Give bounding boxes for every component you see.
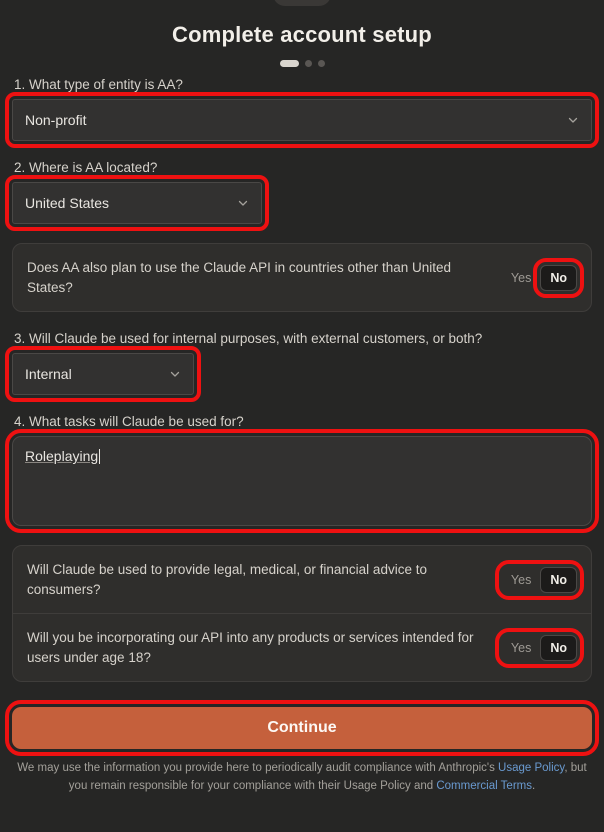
continue-button[interactable]: Continue xyxy=(12,707,592,749)
page-title: Complete account setup xyxy=(172,22,432,47)
tasks-textarea-value: Roleplaying xyxy=(25,448,99,465)
commercial-terms-link[interactable]: Commercial Terms xyxy=(436,779,532,792)
minors-yes[interactable]: Yes xyxy=(510,640,532,655)
chevron-down-icon xyxy=(237,197,249,209)
tasks-textarea[interactable] xyxy=(12,436,592,526)
footnote-part1: We may use the information you provide here to periodically audit compliance with Anthropic's xyxy=(17,762,499,775)
question-4 xyxy=(12,414,592,526)
footnote xyxy=(12,760,592,795)
advice-toggle[interactable] xyxy=(502,567,577,593)
advice-yes[interactable]: Yes xyxy=(510,572,532,587)
question-4-label: 4. What tasks will Claude be used for? xyxy=(14,414,244,430)
other-countries-panel xyxy=(12,243,592,312)
minors-panel xyxy=(13,613,591,681)
other-countries-no[interactable]: No xyxy=(540,265,577,291)
question-3-label: 3. Will Claude be used for internal purposes, with external customers, or both? xyxy=(14,331,483,347)
continue-highlight xyxy=(12,707,592,749)
usage-policy-link[interactable]: Usage Policy xyxy=(498,762,565,775)
window-notch xyxy=(273,0,331,6)
question-1-label: 1. What type of entity is AA? xyxy=(14,77,183,92)
usage-scope-select[interactable] xyxy=(12,353,194,395)
entity-type-value: Non-profit xyxy=(25,112,87,128)
question-1 xyxy=(12,77,592,141)
chevron-down-icon xyxy=(169,368,181,380)
question-2-label: 2. Where is AA located? xyxy=(14,160,158,175)
question-3 xyxy=(12,331,592,395)
progress-dot-2 xyxy=(305,60,312,67)
other-countries-yes[interactable]: Yes xyxy=(510,270,532,285)
progress-dot-1 xyxy=(280,60,299,67)
progress-dots xyxy=(12,60,592,67)
minors-no[interactable]: No xyxy=(540,635,577,661)
advice-no[interactable]: No xyxy=(540,567,577,593)
footnote-part3: . xyxy=(531,779,536,792)
minors-question: Will you be incorporating our API into any products or services intended for users under age 18? xyxy=(27,630,474,665)
question-1-highlight xyxy=(12,99,592,141)
compliance-panel-group xyxy=(12,545,592,682)
usage-scope-value: Internal xyxy=(25,366,72,383)
entity-type-select[interactable] xyxy=(12,99,592,141)
text-caret xyxy=(99,449,100,464)
progress-dot-3 xyxy=(318,60,325,67)
question-4-highlight xyxy=(12,436,592,526)
footnote-part2: , but you remain responsible for your compliance with their Usage Policy and xyxy=(68,762,587,792)
chevron-down-icon xyxy=(567,114,579,126)
minors-toggle[interactable] xyxy=(502,635,577,661)
question-2 xyxy=(12,160,592,224)
question-2-highlight xyxy=(12,182,592,224)
other-countries-question: Does AA also plan to use the Claude API in countries other than United States? xyxy=(27,260,452,295)
question-3-highlight xyxy=(12,353,592,395)
advice-question: Will Claude be used to provide legal, medical, or financial advice to consumers? xyxy=(27,562,427,597)
advice-panel xyxy=(13,546,591,613)
location-select[interactable] xyxy=(12,182,262,224)
other-countries-toggle[interactable] xyxy=(502,265,577,291)
location-value: United States xyxy=(25,195,110,211)
